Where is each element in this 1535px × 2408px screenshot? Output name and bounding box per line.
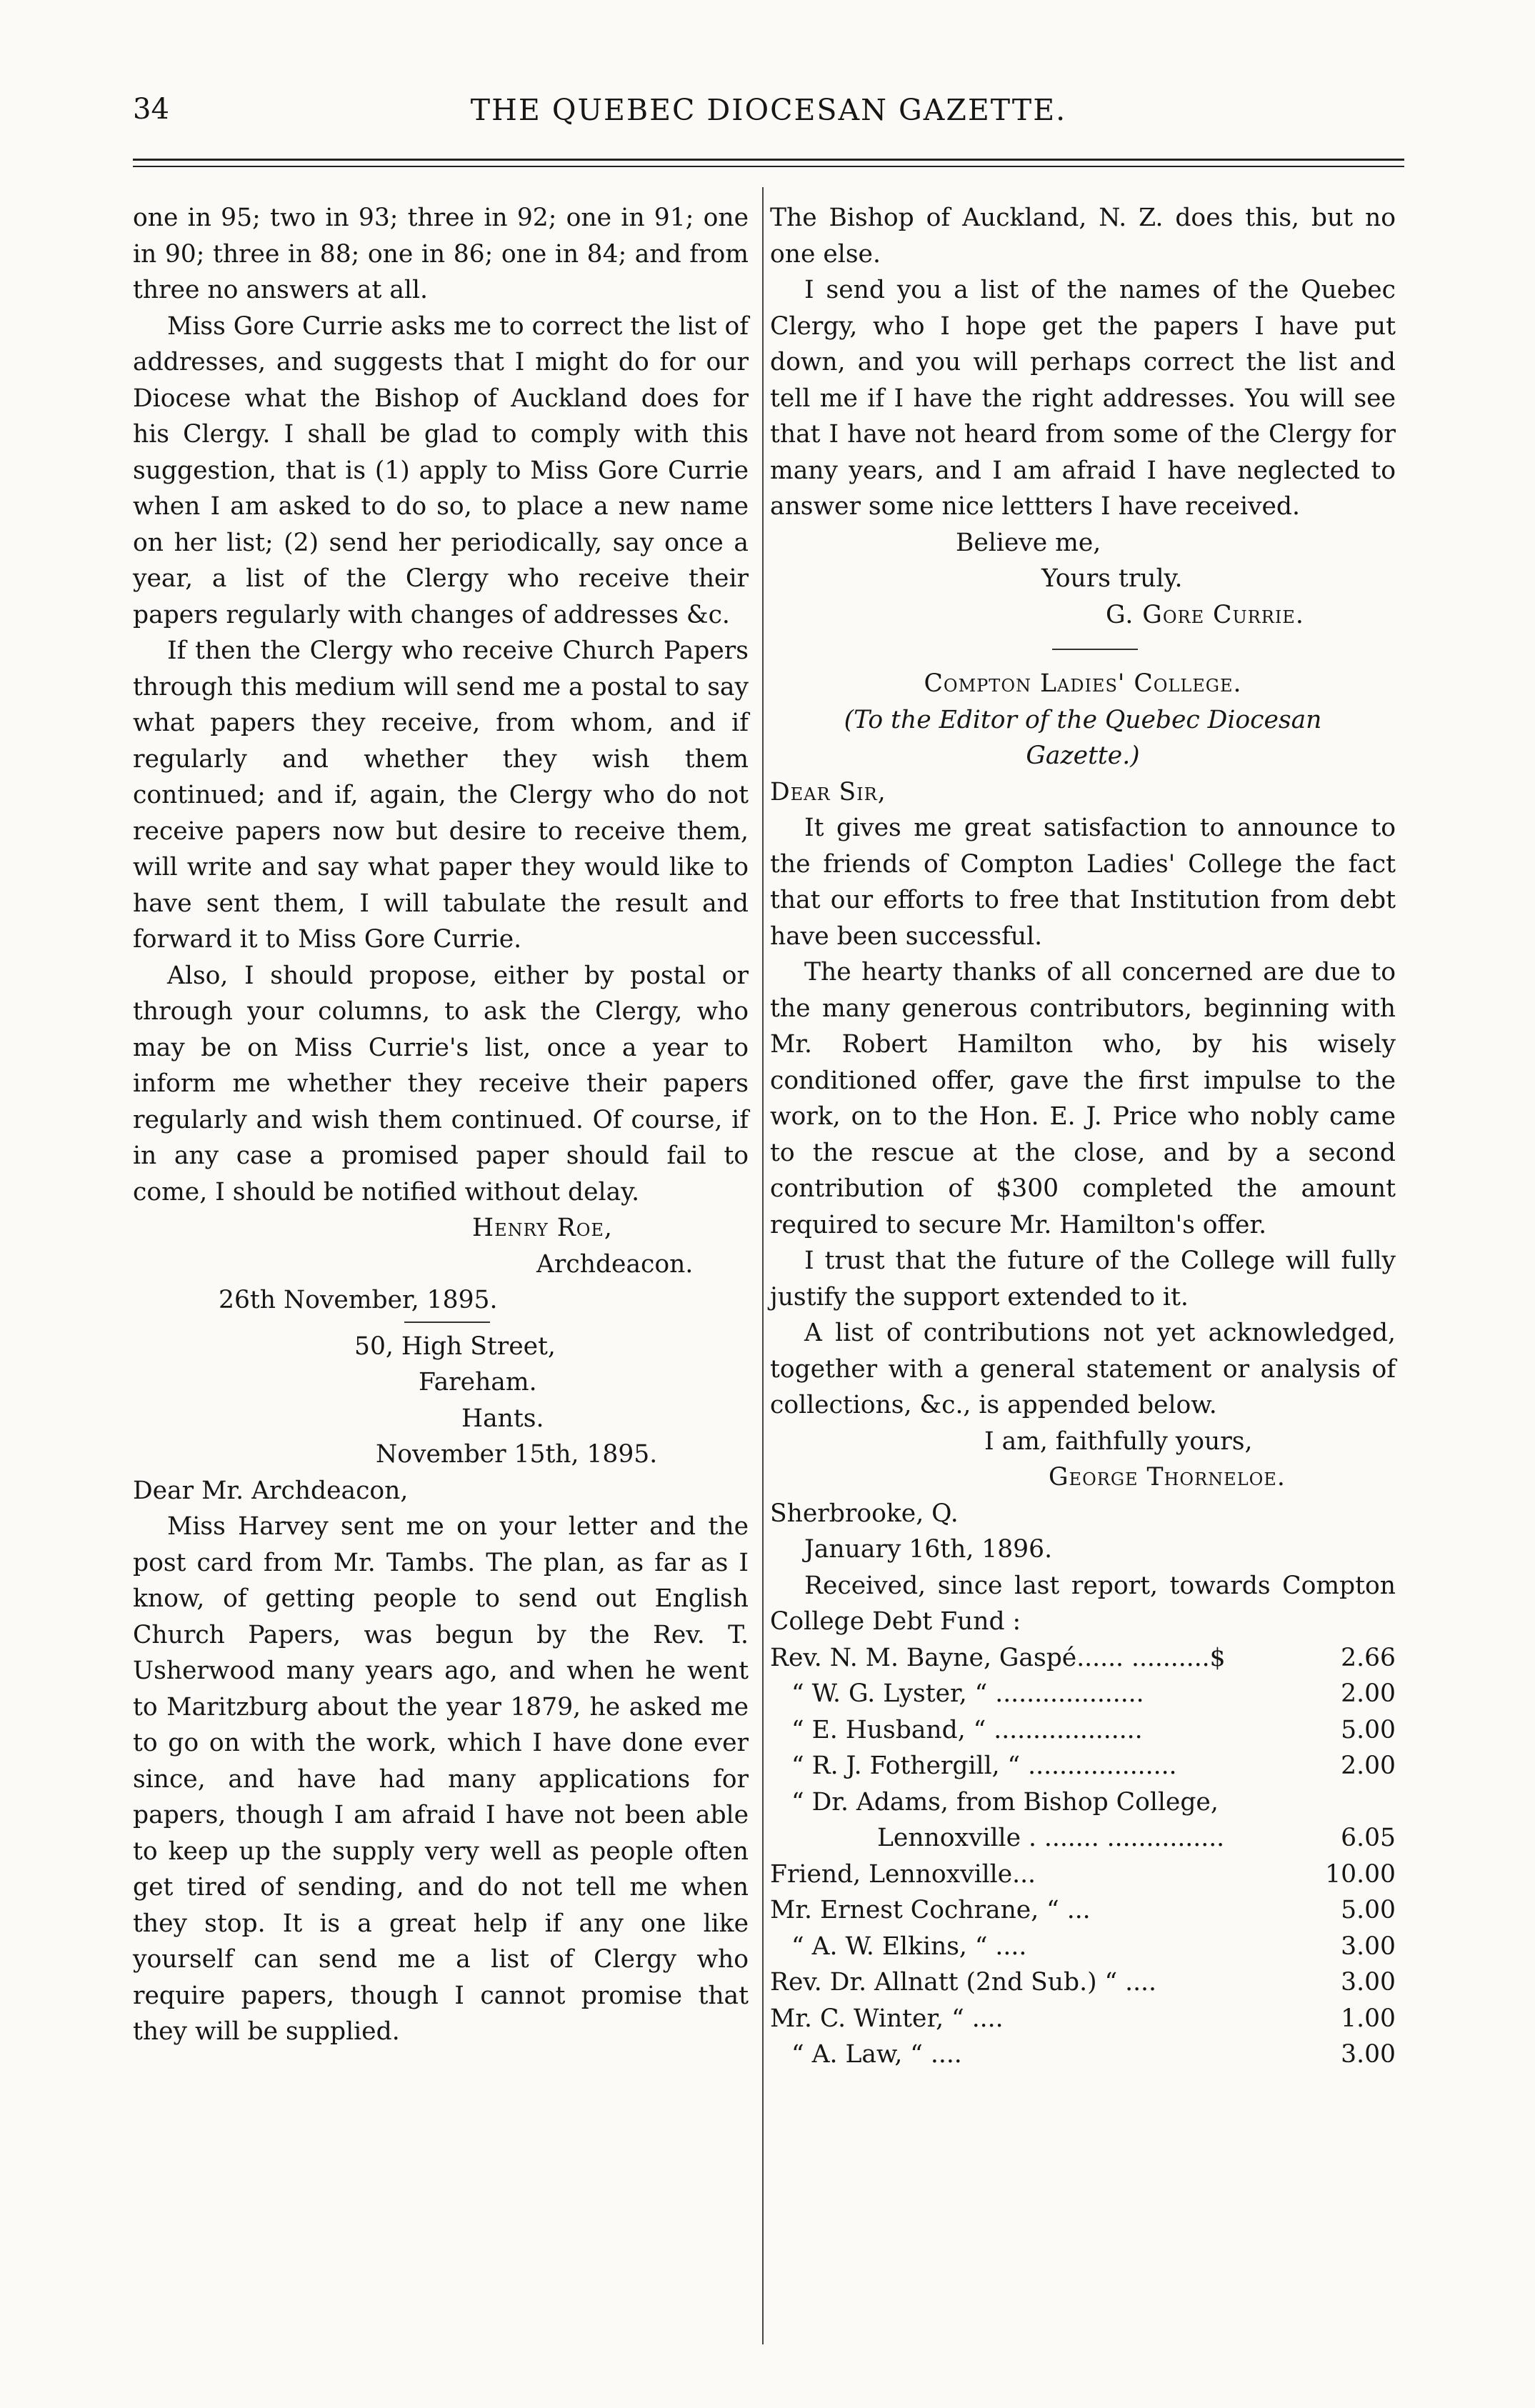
ledger-contributor: “ A. Law, “ .... (791, 2040, 962, 2069)
letter-date: January 16th, 1896. (804, 1535, 1053, 1564)
paragraph: one in 95; two in 93; three in 92; one in 91; one in 90; three in 88; one in 86; one in 84; and from three no answers at all. (133, 204, 749, 304)
ledger-row (770, 2037, 1396, 2073)
signature-name: Henry Roe, (472, 1214, 613, 1242)
ledger-contributor: Rev. N. M. Bayne, Gaspé...... ..........$ (770, 1643, 1226, 1672)
ledger-row (770, 1857, 1396, 1893)
ledger-contributor: “ W. G. Lyster, “ ................... (791, 1679, 1144, 1708)
section-rule (1052, 649, 1138, 650)
ledger-row (770, 1640, 1396, 1677)
ledger-amount: 3.00 (1341, 2040, 1396, 2069)
paragraph: If then the Clergy who receive Church Papers through this medium will send me a postal to say what papers they receive, from whom, and if regularly and whether they wish them continued; and if, again, the Clergy who do not receive papers now but desire to receive them, will write and say what paper they would like to have sent them, I will tabulate the result and forward it to Miss Gore Currie. (133, 636, 749, 954)
signature-title: Archdeacon. (536, 1249, 694, 1279)
ledger-row (770, 1784, 1396, 1821)
page-title: THE QUEBEC DIOCESAN GAZETTE. (470, 93, 1067, 127)
paragraph: Miss Harvey sent me on your letter and the post card from Mr. Tambs. The plan, as far as I know, of getting people to send out English Church Papers, was begun by the Rev. T. Usherwood many years ago, and when he went to Maritzburg about the year 1879, he asked me to go on with the work, which I have done ever since, and have had many applications for papers, though I am afraid I have not been able to keep up the supply very well as people often get tired of sending, and do not tell me when they stop. It is a great help if any one like yourself can send me a list of Clergy who require papers, though I cannot promise that they will be supplied. (133, 1512, 749, 2046)
paragraph: The Bishop of Auckland, N. Z. does this, but no one else. (770, 204, 1396, 269)
ledger-amount: 5.00 (1341, 1896, 1396, 1924)
ledger-amount: 2.00 (1341, 1752, 1396, 1780)
column-divider (762, 187, 764, 2344)
ledger-row (770, 1748, 1396, 1784)
ledger-amount: 10.00 (1325, 1859, 1396, 1889)
section-subheading: (To the Editor of the Quebec Diocesan Gazette.) (844, 705, 1322, 770)
ledger-contributor: Friend, Lennoxville... (770, 1859, 1036, 1889)
ledger-row (770, 1929, 1396, 1965)
letter-date: 26th November, 1895. (219, 1286, 498, 1314)
ledger-row (770, 2001, 1396, 2037)
ledger-amount: 1.00 (1341, 2004, 1396, 2033)
ledger-contributor: “ E. Husband, “ ................... (791, 1715, 1143, 1744)
signature-name: George Thorneloe. (1049, 1463, 1286, 1492)
ledger-contributor: Mr. C. Winter, “ .... (770, 2004, 1004, 2033)
closing-line: Yours truly. (1041, 564, 1183, 593)
paragraph: A list of contributions not yet acknowledged, together with a general statement or analysis of collections, &c., is appended below. (770, 1319, 1396, 1419)
salutation: Dear Sir, (770, 777, 886, 806)
ledger-amount: 3.00 (1341, 1932, 1396, 1961)
paragraph: Miss Gore Currie asks me to correct the list of addresses, and suggests that I might do for our Diocese what the Bishop of Auckland does for his Clergy. I shall be glad to comply with this suggestion, that is (1) apply to Miss Gore Currie when I am asked to do so, to place a new name on her list; (2) send her periodically, say once a year, a list of the Clergy who receive their papers regularly with changes of addresses &c. (133, 311, 749, 629)
ledger-contributor: Lennoxville . ....... ............... (877, 1824, 1225, 1852)
paragraph: The hearty thanks of all concerned are due to the many generous contributors, beginning with Mr. Robert Hamilton who, by his wisely conditioned offer, gave the first impulse to the work, on to the Hon. E. J. Price who nobly came to the rescue at the close, and by a second contribution of $300 completed the amount required to secure Mr. Hamilton's offer. (770, 958, 1396, 1239)
ledger-amount: 2.00 (1341, 1679, 1396, 1708)
paragraph: I send you a list of the names of the Quebec Clergy, who I hope get the papers I have put down, and you will perhaps correct the list and tell me if I have the right addresses. You will see that I have not heard from some of the Clergy for many years, and I am afraid I have neglected to answer some nice lettters I have received. (770, 276, 1396, 521)
address-date: November 15th, 1895. (376, 1440, 658, 1469)
contributions-ledger (770, 1640, 1396, 2073)
ledger-contributor: “ R. J. Fothergill, “ ................... (791, 1752, 1177, 1780)
signature-name: G. Gore Currie. (1106, 600, 1304, 629)
right-column (770, 200, 1396, 2073)
header-rule-thin (133, 166, 1404, 167)
closing-line: Believe me, (956, 528, 1101, 557)
paragraph: Received, since last report, towards Compton College Debt Fund : (770, 1571, 1396, 1636)
address-line: 50, High Street, (354, 1332, 556, 1361)
ledger-row (770, 1892, 1396, 1929)
address-line: Hants. (461, 1404, 544, 1433)
page-header (133, 93, 1404, 136)
paragraph: It gives me great satisfaction to announce to the friends of Compton Ladies' College the fact that our efforts to free that Institution from debt have been successful. (770, 814, 1396, 951)
closing-line: I am, faithfully yours, (984, 1427, 1253, 1456)
ledger-contributor: Mr. Ernest Cochrane, “ ... (770, 1896, 1091, 1924)
ledger-contributor: “ A. W. Elkins, “ .... (791, 1932, 1027, 1961)
ledger-amount: 5.00 (1341, 1715, 1396, 1744)
ledger-row (770, 1676, 1396, 1712)
ledger-row (770, 1820, 1396, 1857)
address-line: Fareham. (419, 1368, 537, 1397)
paragraph: I trust that the future of the College will fully justify the support extended to it. (770, 1247, 1396, 1312)
ledger-contributor: Rev. Dr. Allnatt (2nd Sub.) “ .... (770, 1968, 1156, 1997)
salutation: Dear Mr. Archdeacon, (133, 1476, 409, 1505)
left-column (133, 200, 749, 2050)
section-rule (404, 1322, 490, 1323)
ledger-amount: 6.05 (1341, 1824, 1396, 1852)
ledger-amount: 2.66 (1341, 1643, 1396, 1672)
ledger-amount (1317, 1784, 1396, 1821)
paragraph: Also, I should propose, either by postal or through your columns, to ask the Clergy, who may be on Miss Currie's list, once a year to inform me whether they receive their papers regularly and wish them continued. Of course, if in any case a promised paper should fail to come, I should be notified without delay. (133, 961, 749, 1207)
section-heading: Compton Ladies' College. (924, 669, 1242, 698)
header-rule-thick (133, 159, 1404, 161)
ledger-row (770, 1712, 1396, 1749)
page-number: 34 (133, 93, 169, 126)
ledger-amount: 3.00 (1341, 1968, 1396, 1997)
ledger-contributor: “ Dr. Adams, from Bishop College, (791, 1787, 1219, 1817)
ledger-row (770, 1964, 1396, 2001)
letter-place: Sherbrooke, Q. (770, 1499, 959, 1528)
